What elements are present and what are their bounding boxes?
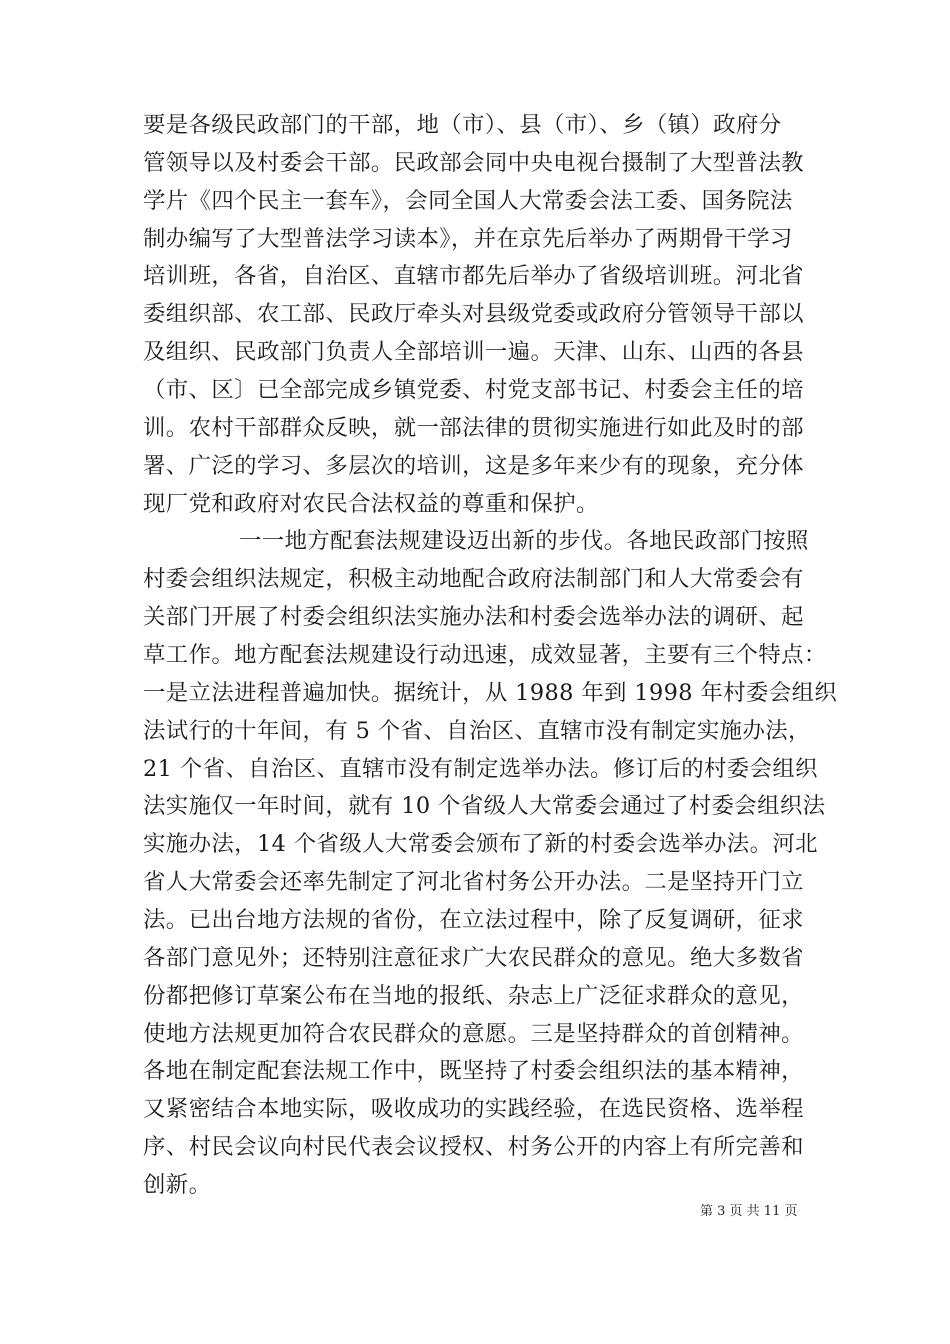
text-line: 法实施仅一年时间，就有 10 个省级人大常委会通过了村委会组织法: [143, 793, 826, 819]
text-line: 制办编写了大型普法学习读本》，并在京先后举办了两期骨干学习: [143, 226, 793, 252]
text-line: 培训班，各省，自治区、直辖市都先后举办了省级培训班。河北省: [143, 263, 804, 289]
text-line: 序、村民会议向村民代表会议授权、村务公开的内容上有所完善和: [143, 1134, 804, 1160]
text-line: 21 个省、自治区、直辖市没有制定选举办法。修订后的村委会组织: [143, 756, 818, 782]
text-line: 又紧密结合本地实际，吸收成功的实践经验，在选民资格、选举程: [143, 1096, 804, 1122]
text-line: 草工作。地方配套法规建设行动迅速，成效显著，主要有三个特点：: [143, 642, 827, 668]
text-line: 创新。: [143, 1172, 212, 1198]
text-line: 署、广泛的学习、多层次的培训，这是多年来少有的现象，充分体: [143, 453, 804, 479]
text-line: 各部门意见外；还特别注意征求广大农民群众的意见。绝大多数省: [143, 945, 804, 971]
text-line: 法。已出台地方法规的省份，在立法过程中，除了反复调研，征求: [143, 907, 804, 933]
text-line: 实施办法，14 个省级人大常委会颁布了新的村委会选举办法。河北: [143, 831, 818, 857]
text-line: 学片《四个民主一套车》，会同全国人大常委会法工委、国务院法: [143, 188, 793, 214]
text-line: 及组织、民政部门负责人全部培训一遍。天津、山东、山西的各县: [143, 339, 804, 365]
text-line: 现厂党和政府对农民合法权益的尊重和保护。: [143, 491, 599, 517]
text-line: 一是立法进程普遍加快。据统计，从 1988 年到 1998 年村委会组织: [143, 680, 838, 706]
text-line: 村委会组织法规定，积极主动地配合政府法制部门和人大常委会有: [143, 566, 804, 592]
text-line: 委组织部、农工部、民政厅牵头对县级党委或政府分管领导干部以: [143, 301, 804, 327]
text-line: 要是各级民政部门的干部，地（市）、县（市）、乡（镇）政府分: [143, 112, 782, 138]
text-line: 各地在制定配套法规工作中，既坚持了村委会组织法的基本精神，: [143, 1058, 804, 1084]
page-number: 第 3 页 共 11 页: [700, 1204, 798, 1219]
text-line: 使地方法规更加符合农民群众的意愿。三是坚持群众的首创精神。: [143, 1021, 804, 1047]
text-line: 管领导以及村委会干部。民政部会同中央电视台摄制了大型普法教: [143, 150, 804, 176]
text-line: 训。农村干部群众反映，就一部法律的贯彻实施进行如此及时的部: [143, 415, 804, 441]
paragraph-start-line: 一一地方配套法规建设迈出新的步伐。各地民政部门按照: [239, 528, 809, 554]
text-line: 法试行的十年间，有 5 个省、自治区、直辖市没有制定实施办法，: [143, 718, 811, 744]
text-line: 省人大常委会还率先制定了河北省村务公开办法。二是坚持开门立: [143, 869, 804, 895]
text-line: 关部门开展了村委会组织法实施办法和村委会选举办法的调研、起: [143, 604, 804, 630]
text-line: 份都把修订草案公布在当地的报纸、杂志上广泛征求群众的意见，: [143, 983, 804, 1009]
text-line: （市、区〕已全部完成乡镇党委、村党支部书记、村委会主任的培: [143, 377, 804, 403]
